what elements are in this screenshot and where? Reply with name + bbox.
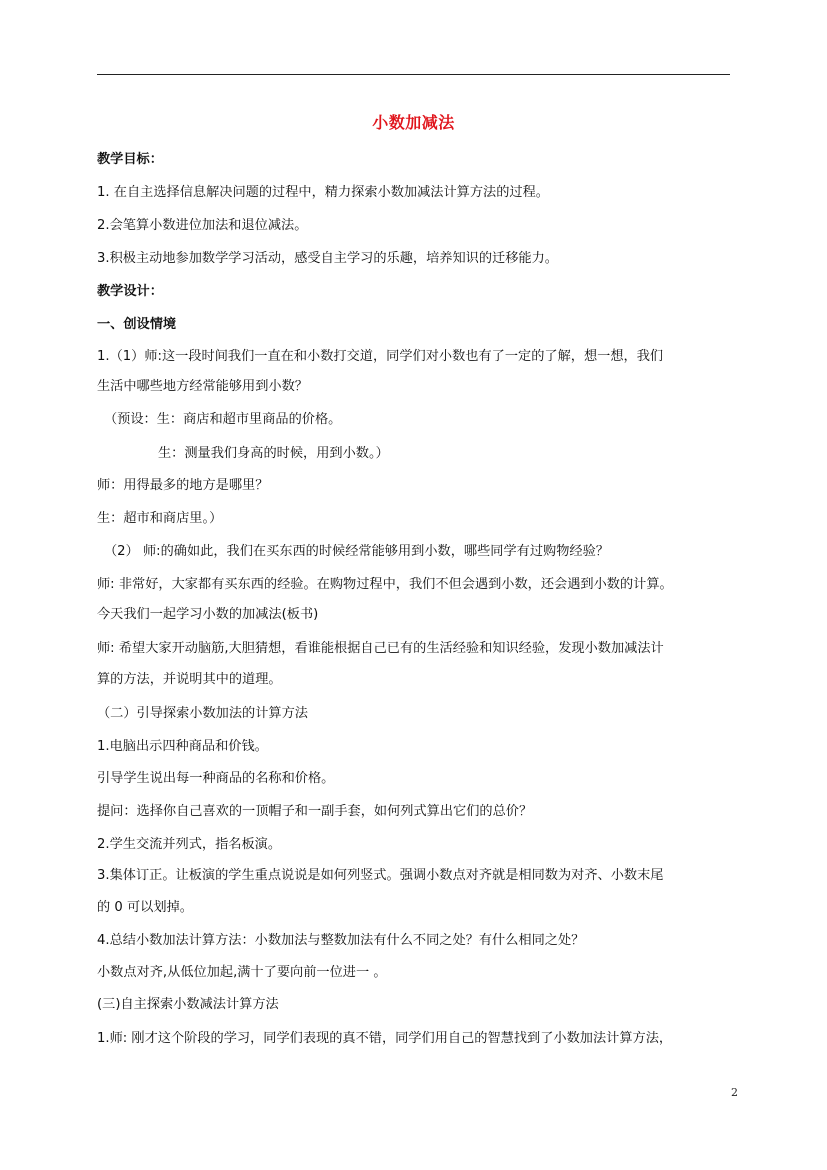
paragraph-line: 提问：选择你自己喜欢的一顶帽子和一副手套，如何列式算出它们的总价？ [97, 804, 533, 819]
heading-design: 教学设计： [97, 284, 163, 299]
paragraph-line: 算的方法，并说明其中的道理。 [97, 672, 282, 687]
paragraph-line: 2.学生交流并列式，指名板演。 [97, 837, 282, 852]
document-title: 小数加减法 [372, 113, 455, 132]
page-number: 2 [731, 1086, 738, 1099]
paragraph-line: 今天我们一起学习小数的加减法(板书) [97, 607, 319, 622]
heading-section-1: 一、创设情境 [97, 317, 177, 332]
paragraph-line: （预设：生：商店和超市里商品的价格。 [104, 412, 342, 427]
paragraph-line: 小数点对齐,从低位加起,满十了要向前一位进一 。 [97, 965, 387, 980]
paragraph-line: 生：测量我们身高的时候，用到小数。） [158, 446, 389, 461]
paragraph-line: 3.集体订正。让板演的学生重点说说是如何列竖式。强调小数点对齐就是相同数为对齐、小数末尾 [97, 868, 664, 883]
paragraph-line: 师：用得最多的地方是哪里？ [97, 478, 269, 493]
paragraph-line: 3.积极主动地参加数学学习活动，感受自主学习的乐趣，培养知识的迁移能力。 [97, 251, 558, 266]
paragraph-line: 生活中哪些地方经常能够用到小数？ [97, 379, 308, 394]
paragraph-line: 引导学生说出每一种商品的名称和价格。 [97, 771, 335, 786]
paragraph-line: 的 0 可以划掉。 [97, 900, 193, 915]
paragraph-line: 师: 希望大家开动脑筋,大胆猜想，看谁能根据自己已有的生活经验和知识经验，发现小数加减法计 [97, 641, 664, 656]
paragraph-line: 1. 在自主选择信息解决问题的过程中，精力探索小数加减法计算方法的过程。 [97, 185, 549, 200]
paragraph-line: 4.总结小数加法计算方法：小数加法与整数加法有什么不同之处？有什么相同之处？ [97, 933, 585, 948]
paragraph-line: （2） 师:的确如此，我们在买东西的时候经常能够用到小数，哪些同学有过购物经验？ [104, 544, 609, 559]
paragraph-line: 生：超市和商店里。） [97, 511, 223, 526]
paragraph-line: 师: 非常好，大家都有买东西的经验。在购物过程中，我们不但会遇到小数，还会遇到小数的计算。 [97, 577, 673, 592]
paragraph-line: 1.师: 刚才这个阶段的学习，同学们表现的真不错，同学们用自己的智慧找到了小数加法计算方法， [97, 1031, 673, 1046]
paragraph-line: 1.电脑出示四种商品和价钱。 [97, 739, 268, 754]
paragraph-line: （二）引导探索小数加法的计算方法 [97, 706, 308, 721]
paragraph-line: 2.会笔算小数进位加法和退位减法。 [97, 218, 308, 233]
paragraph-line: (三)自主探索小数减法计算方法 [97, 997, 279, 1012]
header-rule [97, 74, 730, 75]
heading-objectives: 教学目标： [97, 152, 163, 167]
paragraph-line: 1.（1）师:这一段时间我们一直在和小数打交道，同学们对小数也有了一定的了解，想一想，我们 [97, 349, 664, 364]
